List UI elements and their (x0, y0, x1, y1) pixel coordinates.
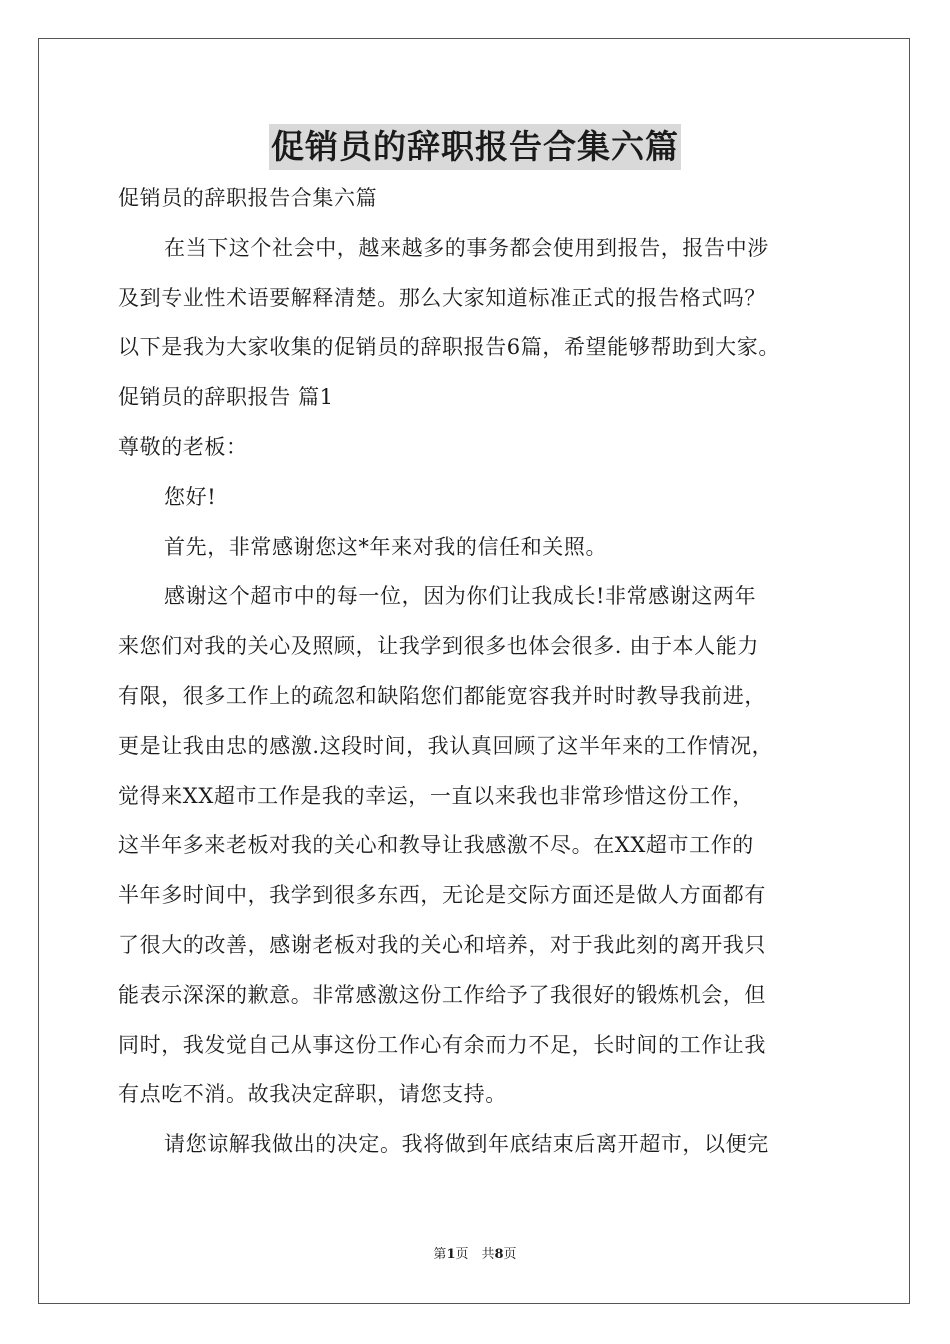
text-line: 促销员的辞职报告 篇1 (118, 385, 334, 410)
text-line: 能表示深深的歉意。非常感激这份工作给予了我很好的锻炼机会，但 (118, 982, 766, 1007)
footer-prefix: 第 (433, 1247, 447, 1262)
text-line: 有点吃不消。故我决定辞职，请您支持。 (118, 1082, 507, 1107)
text-line: 更是让我由忠的感激.这段时间，我认真回顾了这半年来的工作情况， (118, 733, 774, 758)
text-line: 尊敬的老板： (118, 434, 248, 459)
text-line: 及到专业性术语要解释清楚。那么大家知道标准正式的报告格式吗？ (118, 285, 766, 310)
footer-current-page: 1 (446, 1247, 456, 1262)
text-line: 请您谅解我做出的决定。我将做到年底结束后离开超市，以便完 (164, 1132, 769, 1157)
text-line: 在当下这个社会中，越来越多的事务都会使用到报告，报告中涉 (164, 235, 769, 260)
text-line: 半年多时间中，我学到很多东西，无论是交际方面还是做人方面都有 (118, 883, 766, 908)
page-footer (0, 1246, 950, 1264)
text-line: 来您们对我的关心及照顾，让我学到很多也体会很多. 由于本人能力 (118, 634, 759, 659)
text-line: 首先，非常感谢您这*年来对我的信任和关照。 (164, 534, 608, 559)
text-line: 了很大的改善，感谢老板对我的关心和培养，对于我此刻的离开我只 (118, 932, 766, 957)
text-line: 这半年多来老板对我的关心和教导让我感激不尽。在XX超市工作的 (118, 833, 754, 858)
text-line: 以下是我为大家收集的促销员的辞职报告6篇，希望能够帮助到大家。 (118, 335, 780, 360)
text-line: 您好! (164, 484, 217, 509)
text-line: 感谢这个超市中的每一位，因为你们让我成长!非常感谢这两年 (164, 584, 757, 609)
footer-mid: 页 共 (455, 1247, 495, 1262)
footer-suffix: 页 (503, 1247, 517, 1262)
footer-total-pages: 8 (494, 1247, 504, 1262)
text-line: 有限，很多工作上的疏忽和缺陷您们都能宽容我并时时教导我前进， (118, 683, 766, 708)
text-line: 觉得来XX超市工作是我的幸运，一直以来我也非常珍惜这份工作， (118, 783, 754, 808)
text-line: 同时，我发觉自己从事这份工作心有余而力不足，长时间的工作让我 (118, 1032, 766, 1057)
document-title-wrapper (0, 124, 950, 177)
document-body (118, 174, 838, 1170)
text-line: 促销员的辞职报告合集六篇 (118, 186, 378, 210)
document-title: 促销员的辞职报告合集六篇 (269, 124, 681, 170)
